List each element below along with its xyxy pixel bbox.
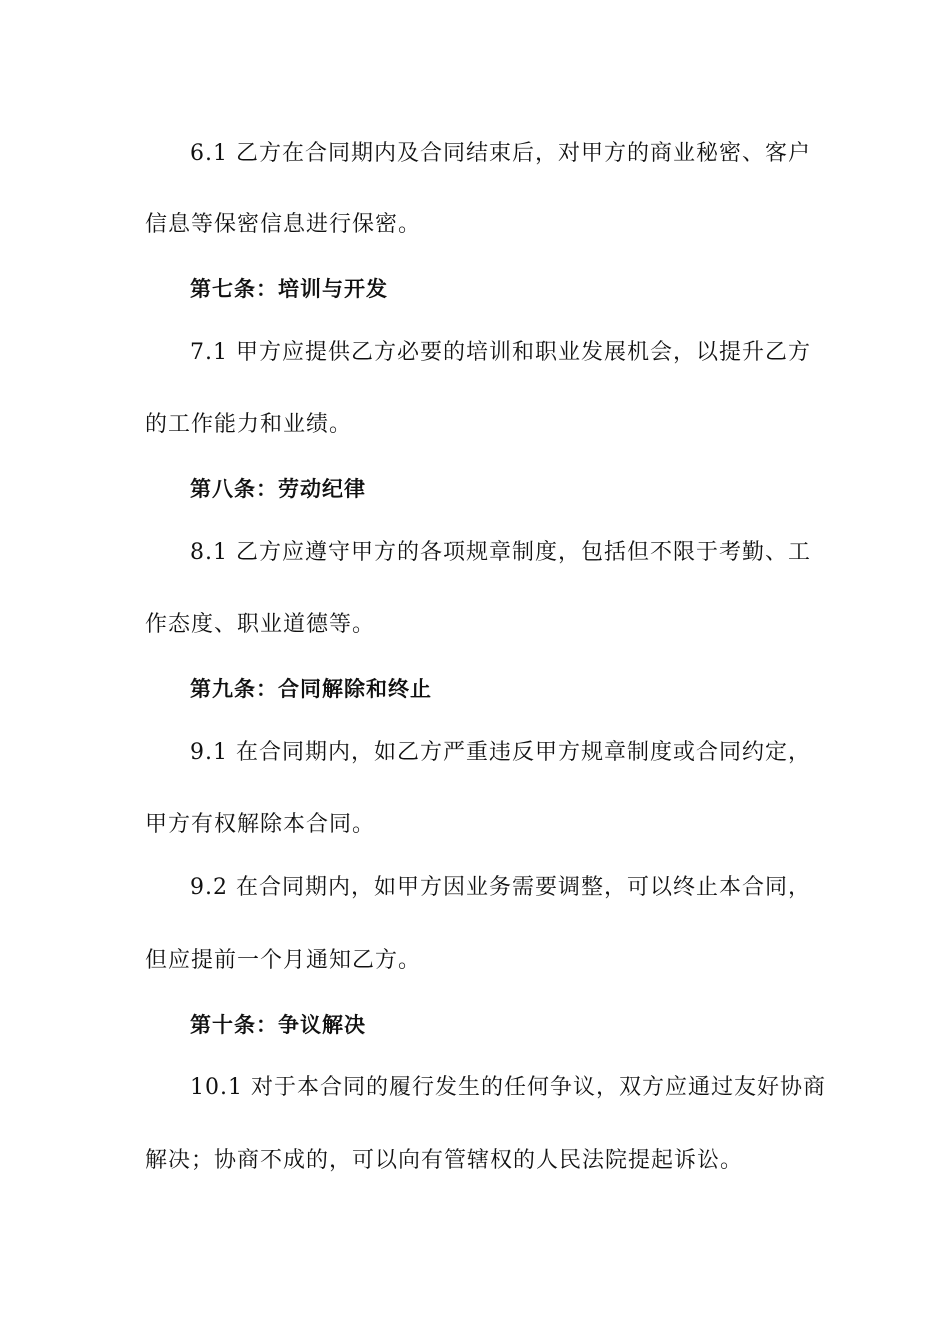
article-8-heading: 第八条：劳动纪律 (190, 477, 366, 501)
article-10-heading: 第十条：争议解决 (190, 1013, 366, 1037)
clause-9-2-line-2: 但应提前一个月通知乙方。 (145, 948, 422, 973)
clause-8-1-line-1: 8.1 乙方应遵守甲方的各项规章制度，包括但不限于考勤、工 (190, 540, 811, 565)
clause-9-1-line-1: 9.1 在合同期内，如乙方严重违反甲方规章制度或合同约定， (190, 740, 811, 765)
clause-7-1-line-2: 的工作能力和业绩。 (145, 412, 353, 437)
clause-10-1-line-1: 10.1 对于本合同的履行发生的任何争议，双方应通过友好协商 (190, 1075, 826, 1100)
clause-8-1-line-2: 作态度、职业道德等。 (145, 612, 376, 637)
clause-9-2-line-1: 9.2 在合同期内，如甲方因业务需要调整，可以终止本合同， (190, 875, 811, 900)
clause-7-1-line-1: 7.1 甲方应提供乙方必要的培训和职业发展机会，以提升乙方 (190, 340, 811, 365)
clause-10-1-line-2: 解决；协商不成的，可以向有管辖权的人民法院提起诉讼。 (145, 1148, 744, 1173)
clause-6-1-line-1: 6.1 乙方在合同期内及合同结束后，对甲方的商业秘密、客户 (190, 141, 811, 166)
clause-9-1-line-2: 甲方有权解除本合同。 (145, 812, 376, 837)
article-7-heading: 第七条：培训与开发 (190, 277, 388, 301)
clause-6-1-line-2: 信息等保密信息进行保密。 (145, 212, 422, 237)
article-9-heading: 第九条：合同解除和终止 (190, 677, 432, 701)
